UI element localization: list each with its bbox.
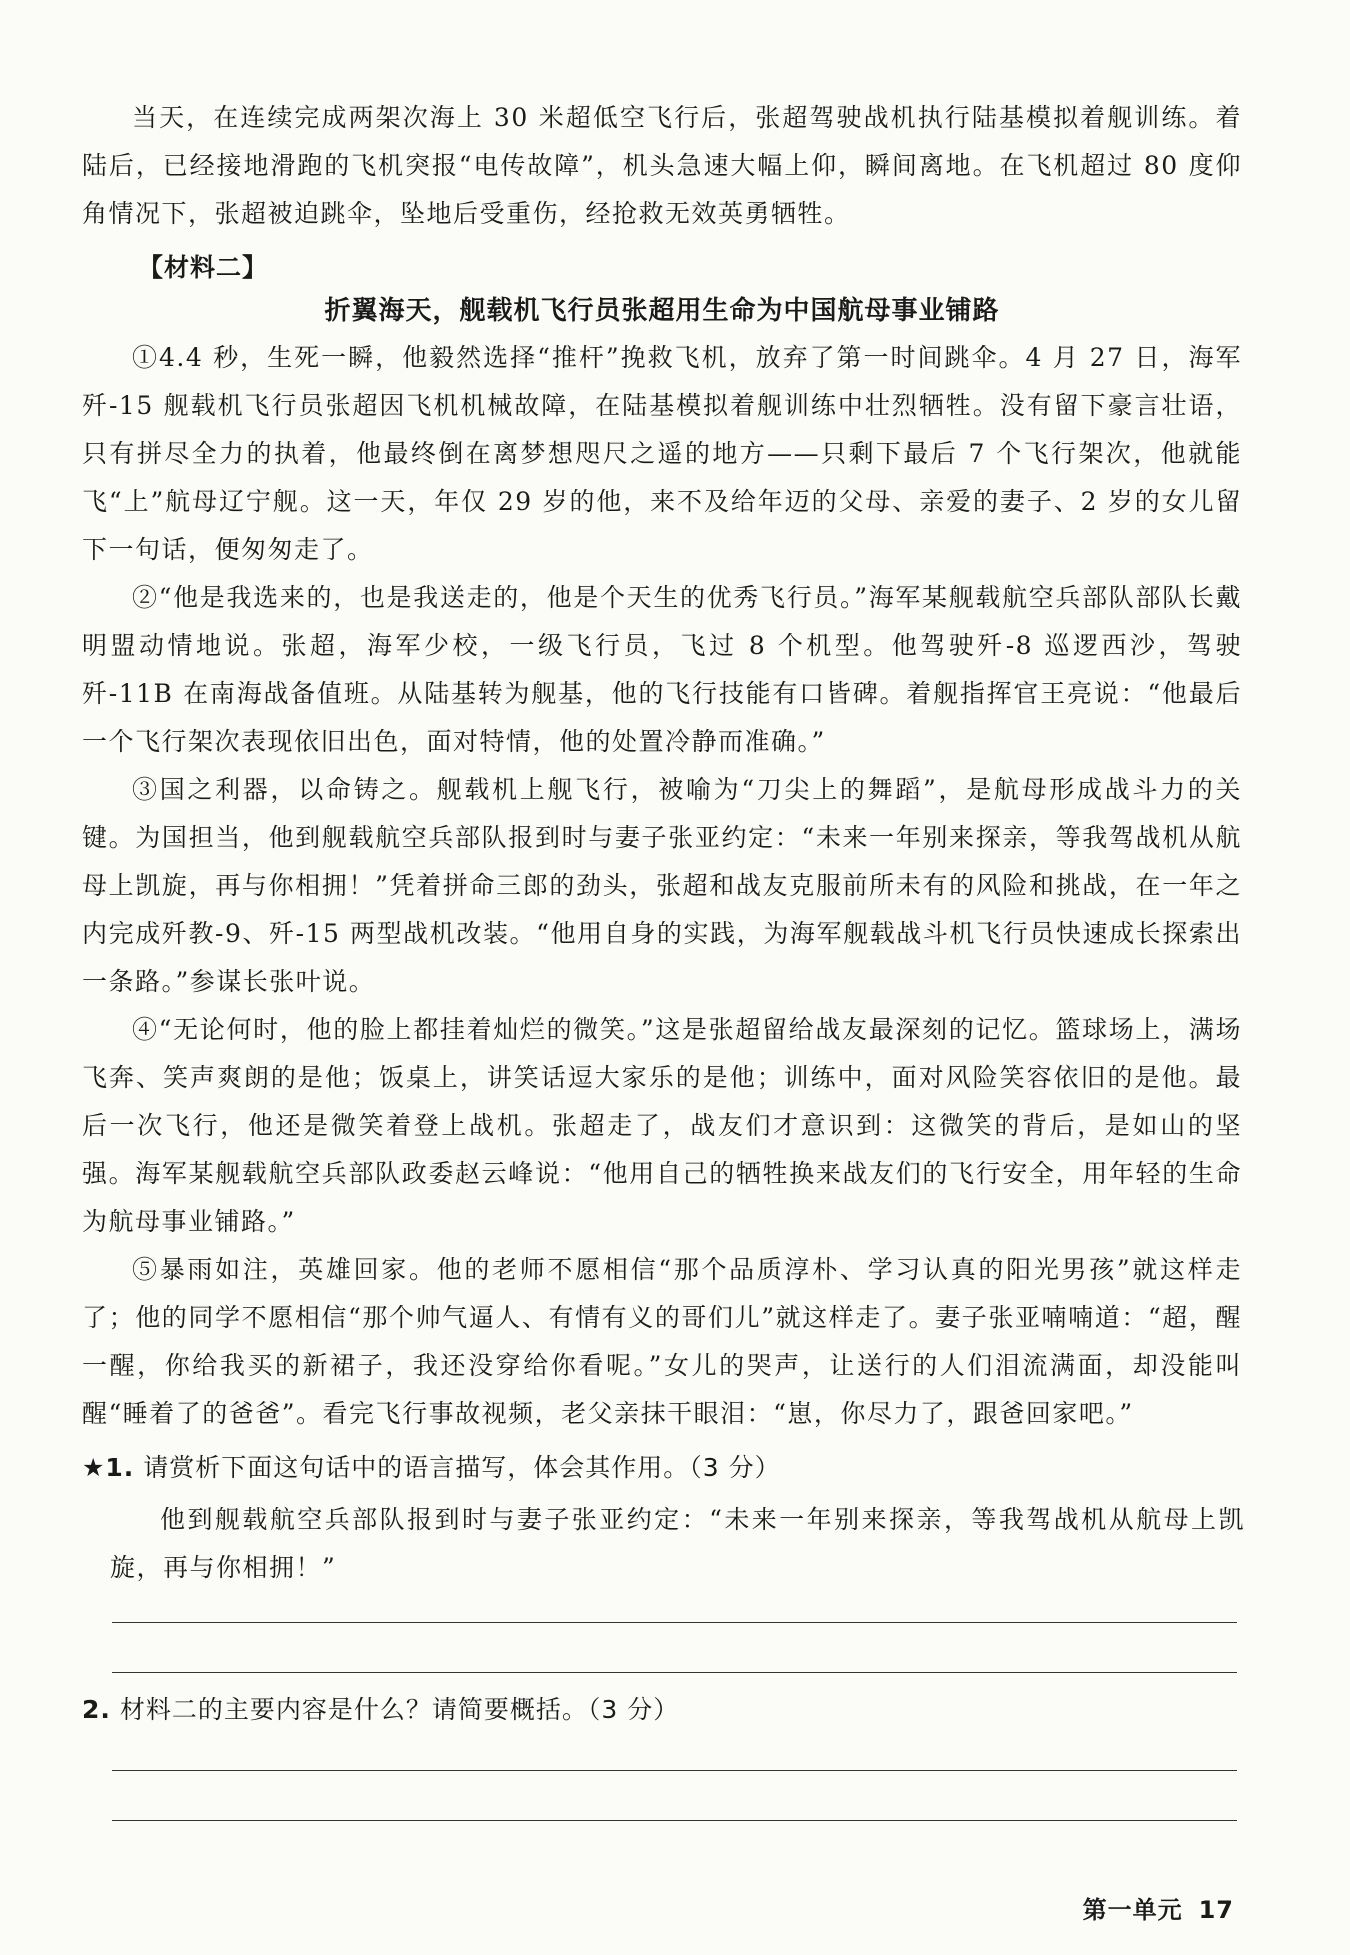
page-number: 17	[1198, 1896, 1234, 1924]
question-1-prompt: 请赏析下面这句话中的语言描写，体会其作用。（3 分）	[143, 1453, 781, 1482]
question-1-number: ★1.	[82, 1453, 135, 1482]
question-2-prompt: 材料二的主要内容是什么？请简要概括。（3 分）	[119, 1695, 680, 1724]
answer-line[interactable]	[112, 1770, 1237, 1771]
material-two-label: 【材料二】	[138, 253, 269, 282]
paragraph-4: ④“无论何时，他的脸上都挂着灿烂的微笑。”这是张超留给战友最深刻的记忆。篮球场上，满场飞奔、笑声爽朗的是他；饭桌上，讲笑话逗大家乐的是他；训练中，面对风险笑容依旧的是他。最后一次飞行，他还是微笑着登上战机。张超走了，战友们才意识到：这微笑的背后，是如山的坚强。海军某舰载航空兵部队政委赵云峰说：“他用自己的牺牲换来战友们的飞行安全，用年轻的生命为航母事业铺路。”	[82, 1015, 1242, 1236]
material-two-passage	[82, 334, 1242, 1438]
paragraph-3: ③国之利器，以命铸之。舰载机上舰飞行，被喻为“刀尖上的舞蹈”，是航母形成战斗力的关键。为国担当，他到舰载航空兵部队报到时与妻子张亚约定：“未来一年别来探亲，等我驾战机从航母上凯旋，再与你相拥！”凭着拼命三郎的劲头，张超和战友克服前所未有的风险和挑战，在一年之内完成歼教-9、歼-15 两型战机改装。“他用自身的实践，为海军舰载战斗机飞行员快速成长探索出一条路。”参谋长张叶说。	[82, 775, 1242, 996]
answer-line[interactable]	[112, 1820, 1237, 1821]
paragraph-2: ②“他是我选来的，也是我送走的，他是个天生的优秀飞行员。”海军某舰载航空兵部队部队长戴明盟动情地说。张超，海军少校，一级飞行员，飞过 8 个机型。他驾驶歼-8 巡逻西沙，驾驶歼-11B 在南海战备值班。从陆基转为舰基，他的飞行技能有口皆碑。着舰指挥官王亮说：“他最后一个飞行架次表现依旧出色，面对特情，他的处置冷静而准确。”	[82, 583, 1242, 756]
material-one-passage	[82, 94, 1242, 238]
question-1-quote: 他到舰载航空兵部队报到时与妻子张亚约定：“未来一年别来探亲，等我驾战机从航母上凯旋，再与你相拥！”	[110, 1505, 1245, 1582]
page-footer	[1083, 1890, 1234, 1925]
answer-line[interactable]	[112, 1622, 1237, 1623]
answer-line[interactable]	[112, 1672, 1237, 1673]
paragraph-1: ①4.4 秒，生死一瞬，他毅然选择“推杆”挽救飞机，放弃了第一时间跳伞。4 月 27 日，海军歼-15 舰载机飞行员张超因飞机机械故障，在陆基模拟着舰训练中壮烈牺牲。没有留下豪言壮语，只有拼尽全力的执着，他最终倒在离梦想咫尺之遥的地方——只剩下最后 7 个飞行架次，他就能飞“上”航母辽宁舰。这一天，年仅 29 岁的他，来不及给年迈的父母、亲爱的妻子、2 岁的女儿留下一句话，便匆匆走了。	[82, 343, 1242, 564]
question-1	[82, 1448, 1242, 1488]
unit-label: 第一单元	[1082, 1896, 1183, 1924]
material-one-paragraph: 当天，在连续完成两架次海上 30 米超低空飞行后，张超驾驶战机执行陆基模拟着舰训练。着陆后，已经接地滑跑的飞机突报“电传故障”，机头急速大幅上仰，瞬间离地。在飞机超过 80 度仰角情况下，张超被迫跳伞，坠地后受重伤，经抢救无效英勇牺牲。	[82, 103, 1242, 228]
paragraph-5: ⑤暴雨如注，英雄回家。他的老师不愿相信“那个品质淳朴、学习认真的阳光男孩”就这样走了；他的同学不愿相信“那个帅气逼人、有情有义的哥们儿”就这样走了。妻子张亚喃喃道：“超，醒一醒，你给我买的新裙子，我还没穿给你看呢。”女儿的哭声，让送行的人们泪流满面，却没能叫醒“睡着了的爸爸”。看完飞行事故视频，老父亲抹干眼泪：“崽，你尽力了，跟爸回家吧。”	[82, 1255, 1242, 1428]
question-2-number: 2.	[82, 1695, 111, 1724]
question-2	[82, 1690, 1242, 1730]
article-title: 折翼海天，舰载机飞行员张超用生命为中国航母事业铺路	[324, 296, 1000, 326]
